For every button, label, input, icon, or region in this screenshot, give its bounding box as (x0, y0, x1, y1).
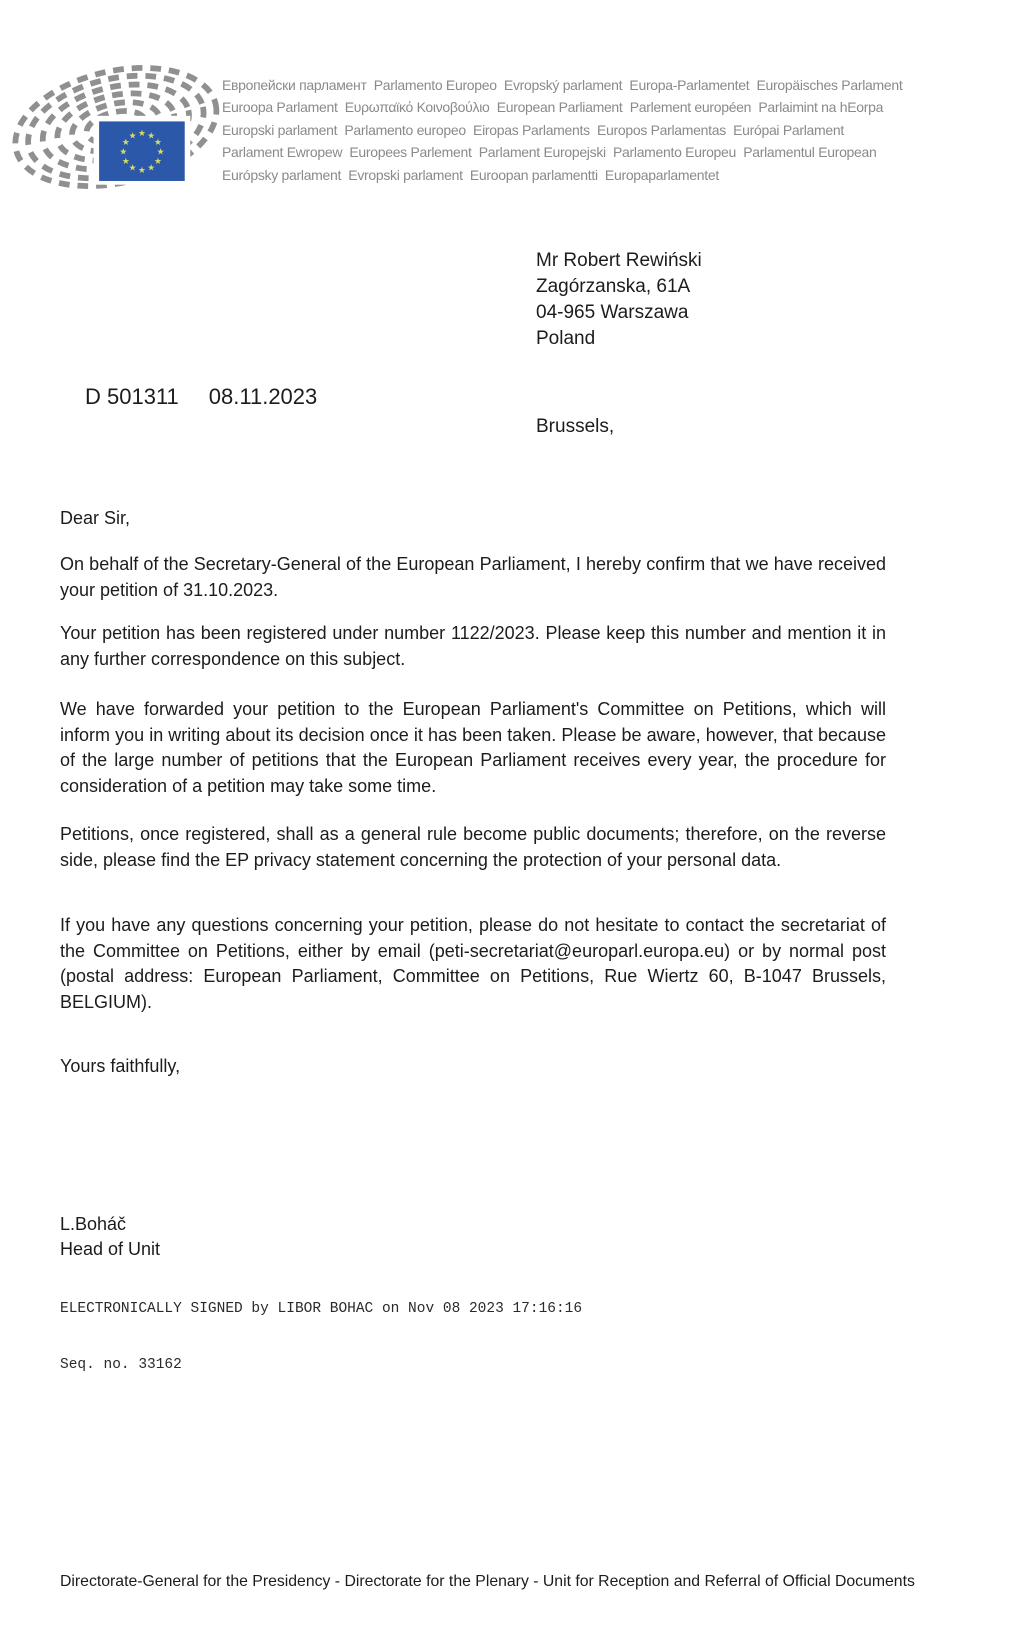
language-line: Euroopa Parlament Ευρωπαϊκό Κοινοβούλιο European Parliament Parlement européen Parlaimint na hEorpa (222, 99, 884, 116)
salutation: Dear Sir, (60, 508, 131, 528)
svg-text:★: ★ (154, 138, 162, 149)
european-parliament-logo-icon (6, 60, 222, 194)
place-line: Brussels, (536, 416, 615, 437)
svg-text:★: ★ (154, 156, 162, 167)
recipient-street: Zagórzanska, 61A (536, 276, 691, 297)
svg-text:★: ★ (147, 163, 156, 174)
svg-text:★: ★ (128, 131, 137, 142)
signer-name: L.Boháč (60, 1214, 127, 1234)
language-line: Europski parlament Parlamento europeo Eiropas Parlaments Europos Parlamentas Európai Parlament (222, 121, 844, 138)
institution-name-header (222, 74, 982, 186)
language-line: Európsky parlament Evropski parlament Euroopan parlamentti Europaparlamentet (222, 166, 719, 183)
recipient-country: Poland (536, 328, 596, 349)
sequence-number: Seq. no. 33162 (60, 1356, 182, 1373)
svg-text:★: ★ (156, 147, 165, 158)
closing: Yours faithfully, (60, 1056, 181, 1076)
footer-directorate-text: Directorate-General for the Presidency - Directorate for the Plenary - Unit for Reception and Referral of Official Documents (60, 1573, 915, 1590)
paragraph-confirmation: On behalf of the Secretary-General of the European Parliament, I hereby confirm that we have received your petition of 31.10.2023. (60, 554, 886, 600)
svg-text:★: ★ (121, 156, 130, 167)
paragraph-forwarded-committee: We have forwarded your petition to the European Parliament's Committee on Petitions, which will inform you in writing about its decision once it has been taken. Please be aware, however, that because of the large number of petitions that the European Parliament receives every year, the procedure for consideration of a petition may take some time. (60, 699, 886, 796)
paragraph-registration-number: Your petition has been registered under number 1122/2023. Please keep this number and mention it in any further correspondence on this subject. (60, 623, 886, 669)
electronic-signature (60, 1263, 582, 1411)
recipient-city: 04-965 Warszawa (536, 302, 689, 323)
reference-date: 08.11.2023 (208, 384, 318, 409)
reference-number: D 501311 (85, 384, 179, 409)
paragraph-public-documents: Petitions, once registered, shall as a general rule become public documents; therefore, on the reverse side, please find the EP privacy statement concerning the protection of your personal data. (60, 824, 886, 870)
recipient-address (536, 248, 702, 352)
svg-text:★: ★ (121, 138, 130, 149)
language-line: Parlament Ewropew Europees Parlement Parlament Europejski Parlamento Europeu Parlamentul European (222, 144, 877, 161)
svg-text:★: ★ (137, 166, 146, 177)
reference-line (85, 384, 317, 410)
svg-text:★: ★ (147, 131, 156, 142)
paragraph-contact-info: If you have any questions concerning your petition, please do not hesitate to contact the secretariat of the Committee on Petitions, either by email (peti-secretariat@europarl.europa.eu) or by normal post (postal address: European Parliament, Committee on Petitions, Rue Wiertz 60, B-1047 Brussels, BELGIUM). (60, 915, 886, 1012)
recipient-name: Mr Robert Rewiński (536, 250, 702, 271)
svg-text:★: ★ (137, 128, 146, 139)
svg-text:★: ★ (128, 163, 137, 174)
svg-text:★: ★ (119, 147, 128, 158)
signer-title: Head of Unit (60, 1239, 161, 1259)
language-line: Европейски парламент Parlamento Europeo Evropský parlament Europa-Parlamentet Europäisches Parlament (222, 77, 903, 93)
electronic-signature-line: ELECTRONICALLY SIGNED by LIBOR BOHAC on Nov 08 2023 17:16:16 (60, 1301, 583, 1317)
